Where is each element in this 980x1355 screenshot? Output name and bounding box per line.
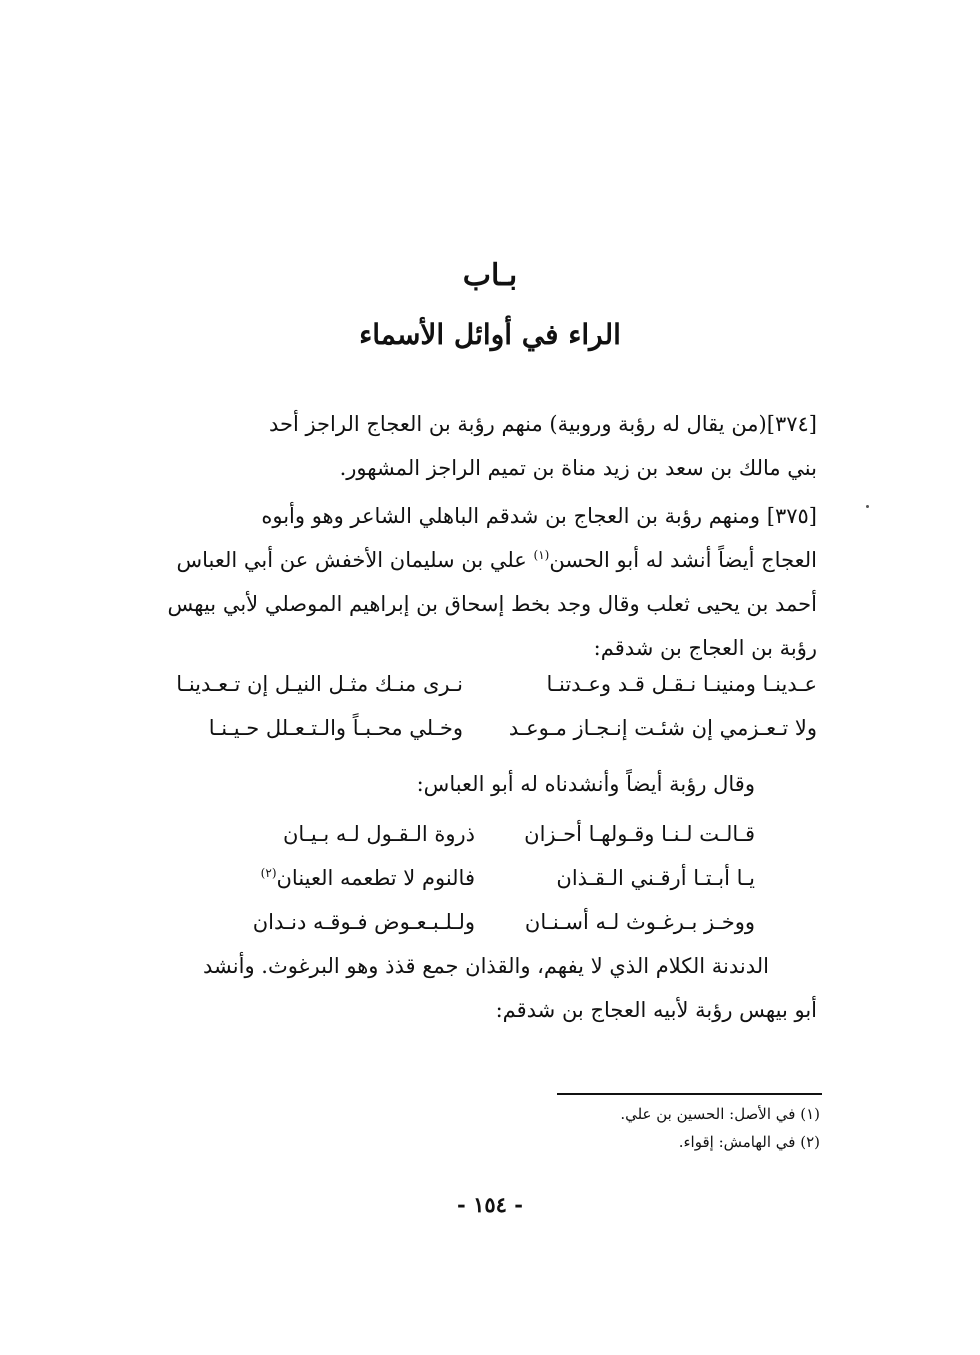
entry-374-line: [٣٧٤](من يقال له رؤبة وروبية) منهم رؤبة بن العجاج الراجز أحد xyxy=(268,412,817,436)
footnote-ref-2: (٢) xyxy=(260,866,277,880)
poem-verse xyxy=(133,706,817,750)
entry-375-line: رؤبة بن العجاج بن شدقم: xyxy=(593,636,817,660)
entry-375-line xyxy=(133,538,817,582)
verse-first-hemistich: قـالـت لـنـا وقـولهـا أحـزان xyxy=(524,822,755,846)
scan-speck xyxy=(866,505,869,508)
entry-375-line-part: العجاج أيضاً أنشد له أبو الحسن xyxy=(549,548,817,572)
entry-374-line: بني مالك بن سعد بن زيد مناة بن تميم الراجز المشهور. xyxy=(339,456,817,480)
verse-second-hemistich: ولـلـبـعـوض فـوقـه دنـدان xyxy=(252,910,475,934)
closing-line: الدندنة الكلام الذي لا يفهم، والقذان جمع قذذ وهو البرغوث. وأنشد xyxy=(203,954,769,978)
verse-second-hemistich xyxy=(195,856,475,900)
footnote-item: (١) في الأصل: الحسين بن علي. xyxy=(620,1105,820,1123)
verse-second-hemistich: نـرى منـك مثـل النيـل إن تـعـدينـا xyxy=(176,672,463,696)
page-number: - ١٥٤ - xyxy=(457,1192,523,1217)
poem-verse xyxy=(195,900,755,944)
chapter-subtitle: الراء في أوائل الأسماء xyxy=(359,318,621,351)
poem-1 xyxy=(133,662,817,750)
entry-375-line: أحمد بن يحيى ثعلب وقال وجد بخط إسحاق بن إبراهيم الموصلي لأبي بيهس xyxy=(167,592,817,616)
verse-second-hemistich: وخـلي محـبـاً والـتـعـلل حـيـنـا xyxy=(208,716,463,740)
footnotes xyxy=(620,1100,820,1156)
footnote-divider xyxy=(557,1093,822,1095)
verse-first-hemistich: يـا أبـتـا أرقـني الـقـذان xyxy=(556,866,755,890)
entry-374-paragraph xyxy=(133,402,817,490)
entry-375-line: [٣٧٥] ومنهم رؤبة بن العجاج بن شدقم الباهلي الشاعر وهو وأبوه xyxy=(261,504,817,528)
verse-text: فالنوم لا تطعمه العينان xyxy=(276,866,475,890)
closing-paragraph xyxy=(133,944,817,1032)
poem-2 xyxy=(195,812,755,944)
entry-375-paragraph xyxy=(133,494,817,670)
verse-first-hemistich: عـدينـا ومنينـا نـقـل قـد وعـدتنـا xyxy=(546,672,817,696)
chapter-title: بـاب xyxy=(462,258,518,293)
footnote-item: (٢) في الهامش: إقواء. xyxy=(678,1133,820,1151)
entry-375-line-part: علي بن سليمان الأخفش عن أبي العباس xyxy=(176,548,534,572)
verse-second-hemistich: ذروة الـقـول لـه بـيـان xyxy=(282,822,475,846)
footnote-ref-1: (١) xyxy=(533,548,550,562)
verse-first-hemistich: ولا تـعـزمي إن شئـت إنـجـاز مـوعـد xyxy=(508,716,817,740)
poem-verse xyxy=(195,812,755,856)
poem-verse xyxy=(195,856,755,900)
verse-first-hemistich: ووخـز بـرغـوث لـه أسـنـان xyxy=(524,910,755,934)
closing-line: أبو بيهس رؤبة لأبيه العجاج بن شدقم: xyxy=(495,998,817,1022)
poem-2-intro: وقال رؤبة أيضاً وأنشدناه له أبو العباس: xyxy=(416,772,755,796)
poem-verse xyxy=(133,662,817,706)
